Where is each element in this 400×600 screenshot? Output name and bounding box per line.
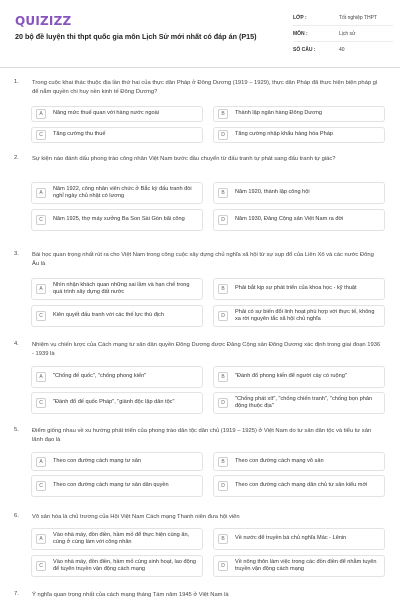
- option-text: "Chống phát xít", "chống chiến tranh", "chống bọn phản động thuộc địa": [235, 395, 373, 409]
- option-b[interactable]: [213, 528, 385, 550]
- question-text: Sự kiện nào đánh dấu phong trào công nhân Việt Nam bước đầu chuyển từ đấu tranh tự phát sang đấu tranh tự giác?: [32, 156, 336, 162]
- option-a[interactable]: [31, 528, 203, 550]
- option-letter: A: [36, 372, 46, 382]
- option-c[interactable]: [31, 392, 203, 414]
- option-text: Phải bắt kịp sự phát triển của khoa học - kỹ thuật: [235, 285, 357, 292]
- meta-label: SỐ CÂU :: [293, 47, 316, 53]
- option-letter: A: [36, 188, 46, 198]
- quizizz-logo: QUIZIZZ: [15, 14, 72, 28]
- option-letter: C: [36, 398, 46, 408]
- question-number: 7.: [14, 591, 19, 597]
- option-text: Theo con đường cách mạng tư sản: [53, 457, 141, 464]
- option-b[interactable]: [213, 452, 385, 471]
- option-b[interactable]: [213, 366, 385, 388]
- option-d[interactable]: [213, 209, 385, 231]
- option-b[interactable]: [213, 182, 385, 204]
- question-text: Ý nghĩa quan trọng nhất của cách mạng tháng Tám năm 1945 ở Việt Nam là: [32, 592, 229, 598]
- option-a[interactable]: [31, 106, 203, 122]
- option-letter: D: [218, 398, 228, 408]
- option-text: Kiên quyết đấu tranh với các thế lực thù địch: [53, 312, 164, 319]
- option-b[interactable]: [213, 106, 385, 122]
- question-text: Điểm giống nhau về xu hướng phát triển của phong trào dân tộc dân chủ (1919 – 1925) ở Việt Nam do tư sản dân tộc và tiểu tư sản lãnh đạo là: [32, 428, 372, 443]
- option-letter: B: [218, 284, 228, 294]
- question-number: 5.: [14, 427, 19, 433]
- option-letter: B: [218, 534, 228, 544]
- option-letter: D: [218, 561, 228, 571]
- question-text: Bài học quan trọng nhất rút ra cho Việt Nam trong công cuộc xây dựng chủ nghĩa xã hội từ sự sụp đổ của Liên Xô và các nước Đông Âu là: [32, 252, 374, 267]
- option-d[interactable]: [213, 392, 385, 414]
- option-text: "Đánh đổ đế quốc Pháp", "giành độc lập dân tộc": [53, 399, 175, 406]
- option-letter: A: [36, 284, 46, 294]
- option-text: Về nước để truyền bá chủ nghĩa Mác - Lênin: [235, 535, 347, 542]
- option-letter: C: [36, 215, 46, 225]
- option-c[interactable]: [31, 305, 203, 327]
- option-d[interactable]: [213, 555, 385, 577]
- option-letter: B: [218, 188, 228, 198]
- option-text: Vào nhà máy, đồn điền, hầm mỏ để thực hiện cùng ăn, cùng ở cùng làm với công nhân: [53, 531, 190, 545]
- meta-value: Lịch sử: [339, 30, 356, 37]
- question-number: 1.: [14, 79, 19, 85]
- question-text: Vô sản hóa là chủ trương của Hội Việt Nam Cách mạng Thanh niên đưa hội viên: [32, 514, 240, 520]
- option-c[interactable]: [31, 475, 203, 497]
- option-letter: B: [218, 109, 228, 119]
- document-title: 20 bộ đề luyện thi thpt quốc gia môn Lịch Sử mới nhất có đáp án (P15): [15, 32, 257, 41]
- option-a[interactable]: [31, 182, 203, 204]
- option-text: Năm 1920, thành lập công hội: [235, 189, 310, 196]
- meta-label: LỚP :: [293, 14, 307, 21]
- question-text: Nhiệm vụ chiến lược của Cách mạng tư sản dân quyền Đông Dương được Đảng Cộng sản Đông Dương xác định trong giai đoạn 1936 - 1939 là: [32, 342, 381, 357]
- option-a[interactable]: [31, 278, 203, 300]
- option-c[interactable]: [31, 127, 203, 143]
- option-letter: D: [218, 130, 228, 140]
- option-letter: D: [218, 311, 228, 321]
- option-text: Năm 1925, thợ máy xưởng Ba Son Sài Gòn bãi công: [53, 216, 185, 223]
- option-letter: B: [218, 457, 228, 467]
- option-text: "Đánh đổ phong kiến để người cày có ruộng": [235, 373, 347, 380]
- meta-table: [293, 10, 393, 58]
- option-c[interactable]: [31, 555, 203, 577]
- option-text: Theo con đường cách mạng dân chủ tư sản kiểu mới: [235, 482, 368, 489]
- meta-value: Tốt nghiệp THPT: [339, 14, 377, 21]
- option-letter: C: [36, 481, 46, 491]
- meta-row-class: [293, 10, 393, 26]
- document-header: [0, 0, 400, 68]
- option-a[interactable]: [31, 452, 203, 471]
- meta-row-count: [293, 42, 393, 58]
- option-text: Nhìn nhận khách quan những sai lầm và hạn chế trong quá trình xây dựng đất nước: [53, 281, 190, 295]
- question-number: 6.: [14, 513, 19, 519]
- option-letter: C: [36, 311, 46, 321]
- option-text: Về nông thôn làm việc trong các đồn điền để nhằm tuyên truyền vận động cách mạng: [235, 558, 377, 572]
- meta-value: 40: [339, 47, 345, 53]
- option-b[interactable]: [213, 278, 385, 300]
- option-d[interactable]: [213, 475, 385, 497]
- meta-label: MÔN :: [293, 30, 308, 37]
- question-number: 2.: [14, 155, 19, 161]
- option-letter: A: [36, 457, 46, 467]
- option-text: Theo con đường cách mạng vô sản: [235, 457, 324, 464]
- option-letter: A: [36, 534, 46, 544]
- option-text: Nâng mức thuế quan với hàng nước ngoài: [53, 110, 159, 117]
- option-letter: D: [218, 481, 228, 491]
- question-text: Trong cuộc khai thác thuộc địa lần thứ hai của thực dân Pháp ở Đông Dương (1919 – 1929), thực dân Pháp đã thực hiện biện pháp gì để nắm quyền chi huy nền kinh tế Đông Dương?: [32, 80, 378, 95]
- option-text: Năm 1930, Đảng Cộng sản Việt Nam ra đời: [235, 216, 344, 223]
- option-text: Vào nhà máy, đồn điền, hầm mỏ cùng sinh hoạt, lao động để tuyên truyền vận động cách mạng: [53, 558, 196, 572]
- option-text: Theo con đường cách mạng tư sản dân quyền: [53, 482, 169, 489]
- option-letter: B: [218, 372, 228, 382]
- meta-row-subject: [293, 26, 393, 42]
- option-letter: C: [36, 130, 46, 140]
- option-text: Tăng cường nhập khẩu hàng hóa Pháp: [235, 131, 333, 138]
- option-text: Phải có sự biến đổi linh hoạt phù hợp với thực tế, không xa rời nguyên tắc xã hội chủ nghĩa: [235, 308, 375, 322]
- option-text: "Chống đế quốc", "chống phong kiến": [53, 373, 147, 380]
- option-text: Tăng cường thu thuế: [53, 131, 106, 138]
- question-number: 3.: [14, 251, 19, 257]
- question-number: 4.: [14, 341, 19, 347]
- option-d[interactable]: [213, 305, 385, 327]
- option-a[interactable]: [31, 366, 203, 388]
- option-text: Năm 1922, công nhân viên chức ở Bắc kỳ đấu tranh đòi nghỉ ngày chủ nhật có lương: [53, 185, 192, 199]
- option-text: Thành lập ngân hàng Đông Dương: [235, 110, 323, 117]
- option-letter: A: [36, 109, 46, 119]
- option-letter: C: [36, 561, 46, 571]
- option-c[interactable]: [31, 209, 203, 231]
- option-d[interactable]: [213, 127, 385, 143]
- option-letter: D: [218, 215, 228, 225]
